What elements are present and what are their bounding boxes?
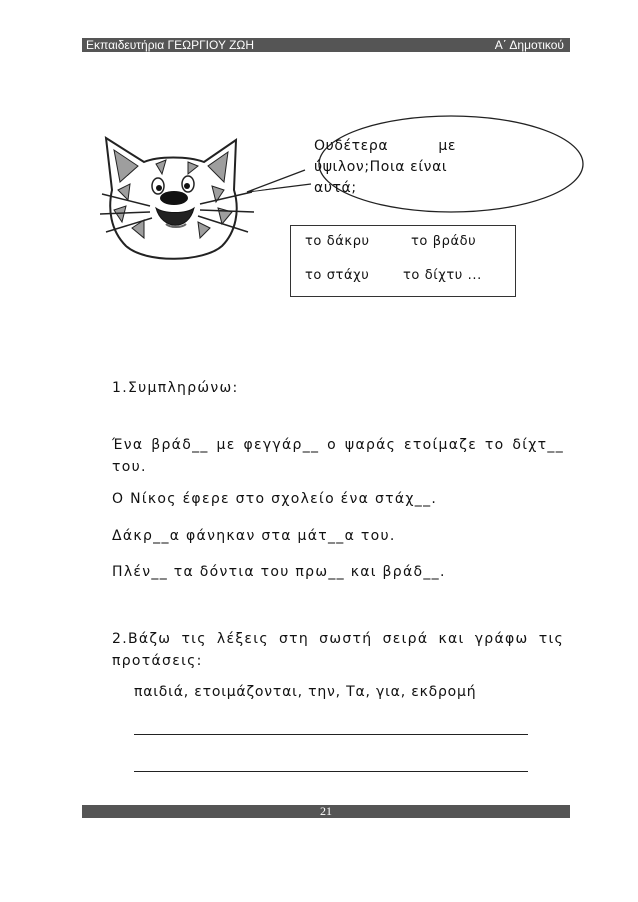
- word-item: το βράδυ: [411, 234, 477, 249]
- bubble-line1-word2: με: [438, 138, 456, 154]
- exercise1-sentence: Ένα βράδ__ με φεγγάρ__ ο ψαράς ετοίμαζε το δίχτ__ του.: [112, 437, 564, 475]
- word-item: το δάκρυ: [305, 234, 370, 249]
- footer-bar: [82, 805, 570, 818]
- word-item: το στάχυ: [305, 268, 370, 283]
- grade-label: Α΄ Δημοτικού: [494, 38, 564, 52]
- bubble-line1-word1: Ουδέτερα: [314, 138, 389, 154]
- word-item: το δίχτυ ...: [403, 268, 482, 283]
- page-number: 21: [320, 804, 332, 818]
- school-name: Εκπαιδευτήρια ΓΕΩΡΓΙΟΥ ΖΩΗ: [86, 38, 255, 52]
- bubble-text: [314, 136, 494, 199]
- exercise2-title: 2.Βάζω τις λέξεις στη σωστή σειρά και γράφω τις προτάσεις:: [112, 631, 564, 669]
- header-bar: [82, 38, 570, 52]
- exercise1-sentence: Δάκρ__α φάνηκαν στα μάτ__α του.: [112, 528, 396, 544]
- exercise1-title: 1.Συμπληρώνω:: [112, 380, 239, 396]
- exercise1-sentence: Ο Νίκος έφερε στο σχολείο ένα στάχ__.: [112, 491, 438, 507]
- answer-line: [134, 734, 528, 735]
- exercise1-sentence: Πλέν__ τα δόντια του πρω__ και βράδ__.: [112, 564, 446, 580]
- cat-illustration: [96, 128, 258, 268]
- example-words-box: [290, 225, 516, 297]
- answer-line: [134, 771, 528, 772]
- bubble-line3: αυτά;: [314, 180, 357, 196]
- bubble-line2: ύψιλον;Ποια είναι: [314, 159, 448, 175]
- exercise2-scrambled-words: παιδιά, ετοιμάζονται, την, Τα, για, εκδρομή: [134, 684, 477, 700]
